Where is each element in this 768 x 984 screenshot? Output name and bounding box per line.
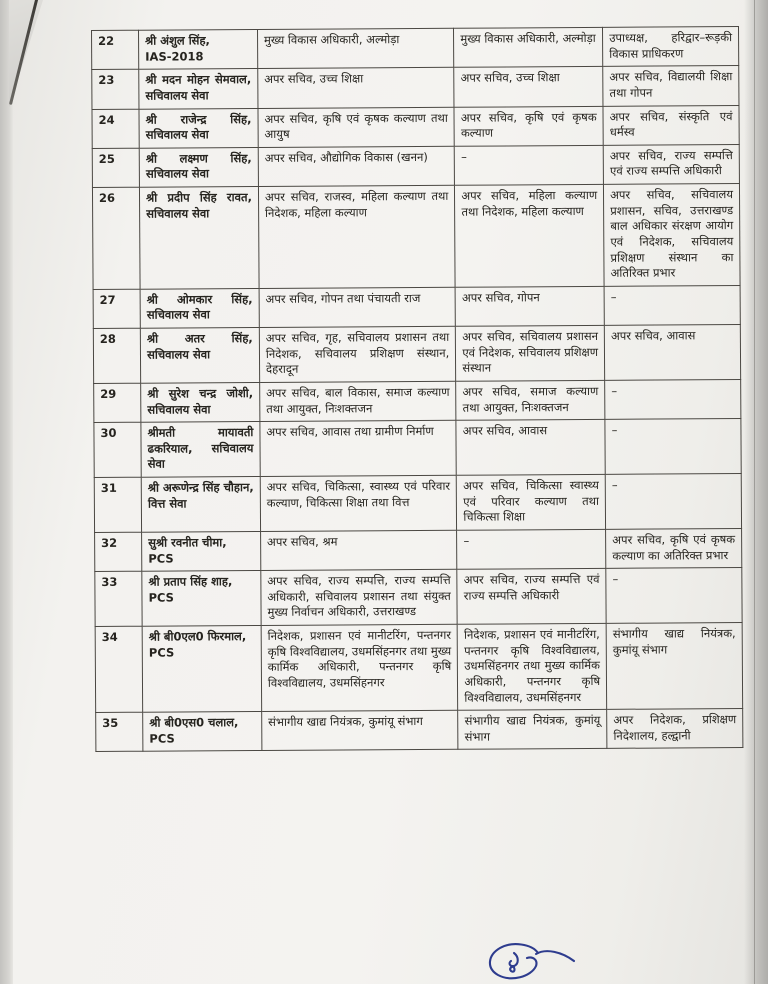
table-row <box>95 528 742 571</box>
cell-posting-2: अपर सचिव, सचिवालय प्रशासन एवं निदेशक, सचिवालय प्रशिक्षण संस्थान <box>456 325 605 381</box>
table-body <box>92 27 743 752</box>
table-row <box>94 419 741 478</box>
table-row <box>94 474 741 533</box>
cell-posting-2: अपर सचिव, चिकित्सा स्वास्थ्य एवं परिवार कल्याण तथा चिकित्सा शिक्षा <box>457 474 606 530</box>
cell-posting-2: – <box>455 145 604 185</box>
cell-posting-2: अपर सचिव, गोपन <box>455 286 604 326</box>
cell-officer-name: श्री प्रताप सिंह शाह, PCS <box>142 571 261 627</box>
cell-serial-number: 30 <box>94 422 141 477</box>
cell-serial-number: 34 <box>95 626 143 712</box>
cell-posting-1: अपर सचिव, बाल विकास, समाज कल्याण तथा आयुक्त, निःशक्तजन <box>260 381 457 421</box>
cell-posting-3: – <box>605 419 741 475</box>
officials-posting-table <box>91 26 743 752</box>
cell-posting-2: अपर सचिव, उच्च शिक्षा <box>454 67 603 107</box>
cell-posting-3: अपर सचिव, सचिवालय प्रशासन, सचिव, उत्तराखण्ड बाल अधिकार संरक्षण आयोग एवं निदेशक, सचिवालय प्रशिक्षण संस्थान का अतिरिक्त प्रभार <box>604 184 741 287</box>
cell-posting-2: – <box>457 529 606 569</box>
table-row <box>92 27 739 70</box>
cell-posting-3: अपर सचिव, राज्य सम्पत्ति एवं राज्य सम्पत्ति अधिकारी <box>603 144 739 184</box>
cell-officer-name: श्री सुरेश चन्द्र जोशी, सचिवालय सेवा <box>141 382 260 422</box>
cell-serial-number: 24 <box>92 109 139 149</box>
cell-posting-1: अपर सचिव, राजस्व, महिला कल्याण तथा निदेशक, महिला कल्याण <box>258 185 455 288</box>
table-row <box>96 709 743 752</box>
cell-serial-number: 28 <box>93 328 140 383</box>
cell-officer-name: श्री राजेन्द्र सिंह, सचिवालय सेवा <box>139 108 258 148</box>
cell-posting-3: – <box>605 474 741 530</box>
cell-posting-3: अपर सचिव, विद्यालयी शिक्षा तथा गोपन <box>603 66 739 106</box>
cell-posting-3: अपर सचिव, कृषि एवं कृषक कल्याण का अतिरिक्त प्रभार <box>606 528 742 568</box>
table-row <box>92 184 740 290</box>
cell-serial-number: 27 <box>93 289 140 329</box>
cell-posting-1: संभागीय खाद्य नियंत्रक, कुमांयू संभाग <box>262 710 459 750</box>
table-row <box>92 66 739 109</box>
cell-officer-name: श्री ओमकार सिंह, सचिवालय सेवा <box>140 288 259 328</box>
cell-posting-1: अपर सचिव, औद्योगिक विकास (खनन) <box>258 146 455 186</box>
cell-posting-3: – <box>605 379 741 419</box>
paper-right-edge-line <box>754 0 755 984</box>
cell-posting-1: अपर सचिव, उच्च शिक्षा <box>258 68 455 108</box>
cell-serial-number: 33 <box>95 571 142 626</box>
cell-posting-1: मुख्य विकास अधिकारी, अल्मोड़ा <box>257 28 454 68</box>
cell-serial-number: 35 <box>96 712 143 752</box>
cell-officer-name: श्री बी0एल0 फिरमाल, PCS <box>142 625 261 712</box>
cell-posting-3: अपर सचिव, संस्कृति एवं धर्मस्व <box>603 105 739 145</box>
paper-sheet <box>91 26 743 752</box>
table-row <box>92 144 739 187</box>
cell-officer-name: श्री बी0एस0 चलाल, PCS <box>143 712 262 752</box>
cell-posting-1: अपर सचिव, गोपन तथा पंचायती राज <box>259 287 456 327</box>
cell-posting-1: अपर सचिव, गृह, सचिवालय प्रशासन तथा निदेशक, सचिवालय प्रशिक्षण संस्थान, देहरादून <box>259 326 456 382</box>
cell-posting-2: अपर सचिव, महिला कल्याण तथा निदेशक, महिला कल्याण <box>455 184 604 287</box>
cell-officer-name: श्री अरूणेन्द्र सिंह चौहान, वित्त सेवा <box>141 476 260 532</box>
cell-officer-name: श्री मदन मोहन सेमवाल, सचिवालय सेवा <box>139 69 258 109</box>
cell-officer-name: श्री लक्ष्मण सिंह, सचिवालय सेवा <box>139 147 258 187</box>
cell-officer-name: सुश्री रवनीत चीमा, PCS <box>142 531 261 571</box>
cell-posting-2: अपर सचिव, कृषि एवं कृषक कल्याण <box>454 106 603 146</box>
table-row <box>94 379 741 422</box>
cell-serial-number: 22 <box>92 30 139 70</box>
cell-officer-name: श्री अतर सिंह, सचिवालय सेवा <box>140 327 259 383</box>
cell-posting-3: अपर सचिव, आवास <box>604 325 740 381</box>
cell-serial-number: 29 <box>94 383 141 423</box>
cell-posting-2: अपर सचिव, समाज कल्याण तथा आयुक्त, निःशक्तजन <box>456 380 605 420</box>
signature-scribble <box>483 936 587 984</box>
cell-posting-1: निदेशक, प्रशासन एवं मानीटरिंग, पन्तनगर कृषि विश्वविद्यालय, उधमसिंहनगर तथा मुख्य कार्मिक अधिकारी, पन्तनगर कृषि विश्वविद्यालय, उधमसिंहनगर <box>261 624 458 711</box>
table-row <box>95 623 743 713</box>
cell-serial-number: 25 <box>92 148 139 188</box>
cell-serial-number: 26 <box>92 187 140 289</box>
cell-posting-2: संभागीय खाद्य नियंत्रक, कुमांयू संभाग <box>458 709 607 749</box>
table-row <box>93 325 740 384</box>
cell-posting-2: मुख्य विकास अधिकारी, अल्मोड़ा <box>454 27 603 67</box>
cell-posting-3: उपाध्यक्ष, हरिद्वार–रूड़की विकास प्राधिकरण <box>603 27 739 67</box>
table-row <box>95 568 742 627</box>
cell-officer-name: श्री प्रदीप सिंह रावत, सचिवालय सेवा <box>140 186 259 288</box>
cell-serial-number: 31 <box>94 477 141 532</box>
cell-posting-1: अपर सचिव, श्रम <box>260 530 457 570</box>
table-row <box>93 285 740 328</box>
cell-posting-2: निदेशक, प्रशासन एवं मानीटरिंग, पन्तनगर कृषि विश्वविद्यालय, उधमसिंहनगर तथा मुख्य कार्मिक अधिकारी, पन्तनगर कृषि विश्वविद्यालय, उधमसिंहनगर <box>457 623 606 710</box>
cell-posting-2: अपर सचिव, राज्य सम्पत्ति एवं राज्य सम्पत्ति अधिकारी <box>457 568 606 624</box>
cell-posting-3: – <box>606 568 742 624</box>
paper-edge-shadow <box>744 0 768 984</box>
cell-posting-3: संभागीय खाद्य नियंत्रक, कुमांयू संभाग <box>606 623 742 710</box>
cell-posting-1: अपर सचिव, कृषि एवं कृषक कल्याण तथा आयुष <box>258 107 455 147</box>
paper-left-edge <box>0 0 13 984</box>
cell-posting-1: अपर सचिव, आवास तथा ग्रामीण निर्माण <box>260 420 457 476</box>
cell-officer-name: श्री अंशुल सिंह, IAS-2018 <box>139 29 258 69</box>
table-row <box>92 105 739 148</box>
cell-posting-1: अपर सचिव, चिकित्सा, स्वास्थ्य एवं परिवार कल्याण, चिकित्सा शिक्षा तथा वित्त <box>260 475 457 531</box>
cell-posting-3: – <box>604 285 740 325</box>
cell-posting-3: अपर निदेशक, प्रशिक्षण निदेशालय, हल्द्वानी <box>607 709 743 749</box>
cell-posting-1: अपर सचिव, राज्य सम्पत्ति, राज्य सम्पत्ति अधिकारी, सचिवालय प्रशासन तथा संयुक्त मुख्य निर्वाचन अधिकारी, उत्तराखण्ड <box>261 569 458 625</box>
cell-posting-2: अपर सचिव, आवास <box>456 419 605 475</box>
cell-serial-number: 32 <box>95 532 142 572</box>
cell-officer-name: श्रीमती मायावती ढकरियाल, सचिवालय सेवा <box>141 422 260 478</box>
cell-serial-number: 23 <box>92 69 139 109</box>
